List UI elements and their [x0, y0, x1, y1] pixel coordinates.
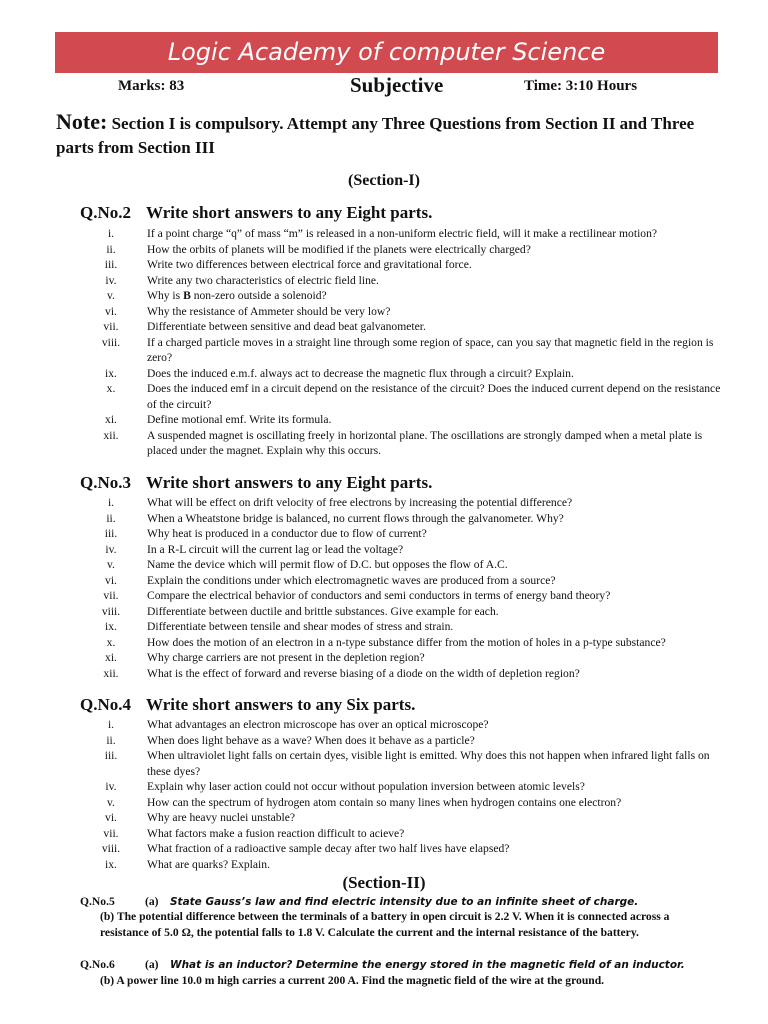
part-text: How the orbits of planets will be modified if the planets were electrically charged? — [147, 242, 531, 256]
part-number: xi. — [105, 651, 117, 664]
part-text: In a R-L circuit will the current lag or lead the voltage? — [147, 542, 404, 556]
part-number: ii. — [106, 511, 116, 525]
question-part — [0, 542, 722, 558]
section-2-title: (Section-II) — [342, 873, 426, 892]
question-part — [0, 635, 722, 651]
question-part — [0, 795, 722, 811]
part-number: i. — [107, 718, 115, 731]
part-a-text: State Gauss’s law and find electric intensity due to an infinite sheet of charge. — [170, 896, 639, 908]
question-instruction: Write short answers to any Eight parts. — [146, 203, 433, 222]
paper-type-label: Subjective — [350, 73, 444, 97]
part-tag: (a) — [145, 958, 159, 971]
time-label: Time: 3:10 Hours — [524, 78, 638, 94]
part-text: If a point charge “q” of mass “m” is released in a non-uniform electric field, will it make a rectilinear motion? — [147, 227, 658, 240]
part-text: Define motional emf. Write its formula. — [147, 413, 332, 426]
part-number: iii. — [104, 258, 118, 271]
part-text: Why charge carriers are not present in the depletion region? — [147, 651, 425, 664]
question-instruction: Write short answers to any Eight parts. — [146, 473, 433, 492]
part-number: v. — [107, 558, 115, 571]
question-part — [0, 650, 722, 666]
part-number: v. — [107, 795, 115, 809]
part-text: What fraction of a radioactive sample decay after two half lives have elapsed? — [147, 842, 510, 855]
part-number: x. — [106, 635, 116, 649]
part-number: iv. — [105, 542, 117, 556]
part-text: Differentiate between ductile and brittle substances. Give example for each. — [147, 604, 499, 618]
part-text: Write two differences between electrical force and gravitational force. — [147, 258, 472, 271]
question-part — [0, 779, 722, 795]
question-part — [0, 810, 722, 826]
part-text: What advantages an electron microscope has over an optical microscope? — [147, 718, 489, 731]
part-text: Differentiate between sensitive and dead beat galvanometer. — [147, 320, 426, 333]
part-text: How does the motion of an electron in a n-type substance differ from the motion of holes in a p-type substance? — [147, 635, 666, 649]
part-text: Does the induced e.m.f. always act to decrease the magnetic flux through a circuit? Explain. — [147, 366, 574, 380]
question-number: Q.No.6 — [80, 958, 115, 971]
question-5-part-a — [80, 894, 720, 910]
academy-banner: Logic Academy of computer Science — [55, 32, 718, 73]
question-part — [0, 335, 722, 366]
question-part — [0, 588, 722, 604]
part-number: xii. — [103, 666, 119, 680]
part-text: What is the effect of forward and reverse biasing of a diode on the width of depletion region? — [147, 666, 580, 680]
part-text: When a Wheatstone bridge is balanced, no current flows through the galvanometer. Why? — [147, 511, 564, 525]
question-part — [0, 619, 722, 635]
part-text: Explain why laser action could not occur without population inversion between atomic levels? — [147, 780, 585, 793]
part-text: Why is B non-zero outside a solenoid? — [147, 289, 327, 302]
part-number: vii. — [103, 826, 119, 840]
part-number: i. — [107, 227, 115, 240]
part-number: iv. — [105, 780, 117, 793]
part-number: viii. — [101, 842, 121, 855]
question-part — [0, 428, 722, 459]
part-number: viii. — [101, 335, 121, 349]
part-text: Why are heavy nuclei unstable? — [147, 811, 296, 824]
part-text: A suspended magnet is oscillating freely in horizontal plane. The oscillations are strongly damped when a metal plate is placed under the magnet. Explain why this occurs. — [147, 428, 703, 457]
part-number: ii. — [106, 733, 116, 747]
part-number: v. — [107, 289, 115, 302]
section-1-title: (Section-I) — [348, 172, 420, 189]
part-number: vi. — [105, 304, 117, 318]
question-4-heading — [80, 695, 415, 715]
marks-label: Marks: 83 — [118, 78, 185, 94]
question-part — [0, 557, 722, 573]
question-part — [0, 826, 722, 842]
question-number: Q.No.4 — [80, 695, 131, 714]
part-text: What will be effect on drift velocity of free electrons by increasing the potential difference? — [147, 496, 573, 509]
question-number: Q.No.2 — [80, 203, 131, 222]
part-text: How can the spectrum of hydrogen atom contain so many lines when hydrogen contains one electron? — [147, 795, 622, 809]
part-text: When does light behave as a wave? When does it behave as a particle? — [147, 733, 475, 747]
question-5-part-b: (b) The potential difference between the terminals of a battery in open circuit is 2.2 V. When it is connected across a resistance of 5.0 Ω, the potential falls to 1.8 V. Calculate the current and the internal resistance of the battery. — [100, 910, 670, 939]
question-part — [0, 273, 722, 289]
part-number: xii. — [103, 428, 119, 442]
part-text: Explain the conditions under which electromagnetic waves are produced from a source? — [147, 573, 556, 587]
instructions-note — [56, 110, 736, 160]
part-number: iii. — [104, 527, 118, 540]
question-part — [0, 526, 722, 542]
part-text: Why the resistance of Ammeter should be very low? — [147, 304, 391, 318]
part-a-text: What is an inductor? Determine the energy stored in the magnetic field of an inductor. — [170, 959, 685, 971]
part-text: Does the induced emf in a circuit depend on the resistance of the circuit? Does the induced current depend on the resistance of the circuit? — [147, 382, 721, 411]
question-part — [0, 242, 722, 258]
part-number: iii. — [104, 749, 118, 762]
part-number: ix. — [105, 366, 117, 380]
question-6-part-b: (b) A power line 10.0 m high carries a current 200 A. Find the magnetic field of the wire at the ground. — [100, 974, 605, 987]
part-text: Why heat is produced in a conductor due to flow of current? — [147, 527, 427, 540]
question-3-parts — [0, 495, 768, 681]
question-part — [0, 412, 722, 428]
part-number: ix. — [105, 620, 117, 633]
part-text: Compare the electrical behavior of conductors and semi conductors in terms of energy band theory? — [147, 589, 611, 602]
note-text: Section I is compulsory. Attempt any Three Questions from Section II and Three parts from Section III — [56, 114, 695, 157]
question-part — [0, 666, 722, 682]
part-number: vii. — [103, 589, 119, 602]
question-instruction: Write short answers to any Six parts. — [146, 695, 416, 714]
question-number: Q.No.3 — [80, 473, 131, 492]
part-number: ii. — [106, 242, 116, 256]
question-part — [0, 381, 722, 412]
question-part — [0, 857, 722, 873]
question-part — [0, 495, 722, 511]
question-part — [0, 319, 722, 335]
question-number: Q.No.5 — [80, 895, 115, 908]
question-part — [0, 841, 722, 857]
question-part — [0, 573, 722, 589]
part-text: Name the device which will permit flow of D.C. but opposes the flow of A.C. — [147, 558, 508, 571]
question-part — [0, 748, 722, 779]
question-part — [0, 717, 722, 733]
question-part — [0, 288, 722, 304]
part-number: viii. — [101, 604, 121, 618]
question-2-parts — [0, 226, 768, 459]
part-text: When ultraviolet light falls on certain dyes, visible light is emitted. Why does this not happen when infrared light falls on these dyes? — [147, 749, 710, 778]
question-part — [0, 257, 722, 273]
question-4-parts — [0, 717, 768, 872]
question-3-heading — [80, 473, 432, 493]
question-part — [0, 366, 722, 382]
part-number: vi. — [105, 811, 117, 824]
part-number: vii. — [103, 320, 119, 333]
part-number: xi. — [105, 413, 117, 426]
question-6-part-a — [80, 957, 720, 973]
part-tag: (a) — [145, 895, 159, 908]
question-part — [0, 511, 722, 527]
question-part — [0, 304, 722, 320]
part-text: What factors make a fusion reaction difficult to acieve? — [147, 826, 405, 840]
part-text: Write any two characteristics of electric field line. — [147, 273, 379, 287]
part-text: Differentiate between tensile and shear modes of stress and strain. — [147, 620, 454, 633]
note-lead: Note: — [56, 109, 108, 134]
part-number: ix. — [105, 857, 117, 871]
part-number: x. — [106, 382, 116, 395]
part-number: vi. — [105, 573, 117, 587]
part-number: i. — [107, 496, 115, 509]
part-text: If a charged particle moves in a straight line through some region of space, can you say that magnetic field in the region is zero? — [147, 335, 714, 364]
question-part — [0, 226, 722, 242]
part-number: iv. — [105, 273, 117, 287]
question-part — [0, 733, 722, 749]
question-part — [0, 604, 722, 620]
question-2-heading — [80, 203, 432, 223]
part-text: What are quarks? Explain. — [147, 857, 270, 871]
